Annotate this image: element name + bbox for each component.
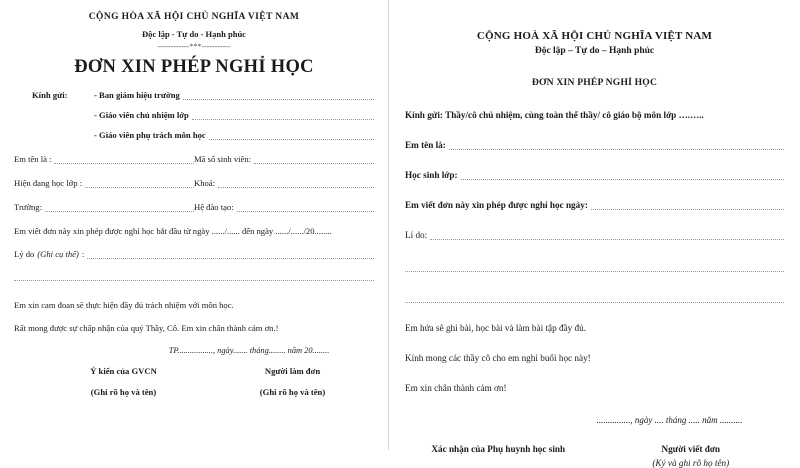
right-reason-extra-line-1[interactable] bbox=[405, 259, 784, 272]
left-place-date: TP................., ngày....... tháng........ năm 20........ bbox=[168, 346, 330, 356]
left-field-row-school bbox=[14, 202, 374, 212]
right-signature-block bbox=[405, 444, 784, 468]
left-recipient-2: - Giáo viên chủ nhiệm lớp bbox=[94, 110, 189, 120]
right-signature-applicant-note: (Ký và ghi rõ họ tên) bbox=[652, 458, 730, 468]
left-recipient-3: - Giáo viên phụ trách môn học bbox=[94, 130, 206, 140]
left-recipient-row-3 bbox=[94, 130, 374, 140]
left-field-class bbox=[14, 178, 194, 188]
left-field-school-label: Trường: bbox=[14, 202, 42, 212]
left-signature-applicant-title: Người làm đơn bbox=[264, 366, 321, 377]
left-field-program-label: Hệ đào tạo: bbox=[194, 202, 234, 212]
right-signature-applicant bbox=[598, 444, 785, 468]
left-field-course-leader[interactable] bbox=[218, 181, 374, 188]
left-recipient-2-leader[interactable] bbox=[192, 113, 374, 120]
right-field-name bbox=[405, 140, 784, 150]
left-recipient-1-leader[interactable] bbox=[183, 93, 374, 100]
left-signature-gvcn-note: (Ghi rõ họ và tên) bbox=[90, 387, 157, 398]
left-field-school-leader[interactable] bbox=[45, 205, 194, 212]
left-reason-extra-line[interactable] bbox=[14, 274, 374, 281]
left-field-class-label: Hiện đang học lớp : bbox=[14, 178, 83, 188]
left-field-course bbox=[194, 178, 374, 188]
left-national-header: CỘNG HÒA XÃ HỘI CHỦ NGHĨA VIỆT NAM bbox=[88, 12, 300, 22]
right-signature-parent bbox=[405, 444, 598, 468]
right-place-date: ..............., ngày .... tháng ..... năm .......... bbox=[596, 415, 743, 426]
left-recipient-3-leader[interactable] bbox=[209, 133, 374, 140]
left-hope-text: Rất mong được sự chấp nhận của quý Thầy, Cô. Em xin chân thành cảm ơn.! bbox=[14, 323, 279, 334]
left-signature-gvcn-title: Ý kiến của GVCN bbox=[90, 366, 157, 377]
left-recipient-1: - Ban giám hiệu trường bbox=[94, 90, 180, 100]
right-thanks-text: Em xin chân thành cảm ơn! bbox=[405, 383, 507, 394]
left-field-program bbox=[194, 202, 374, 212]
right-reason-extra-line-1-wrapper bbox=[405, 259, 784, 272]
left-field-name-leader[interactable] bbox=[54, 157, 194, 164]
right-form-title: ĐƠN XIN PHÉP NGHỈ HỌC bbox=[531, 77, 658, 88]
left-reason-colon: : bbox=[81, 249, 85, 259]
left-reason-row bbox=[14, 249, 374, 259]
left-field-program-leader[interactable] bbox=[237, 205, 374, 212]
right-reason-extra-line-2[interactable] bbox=[405, 291, 784, 304]
left-motto: Độc lập - Tự do - Hạnh phúc bbox=[142, 29, 246, 39]
right-field-reason bbox=[405, 230, 784, 240]
left-field-name-label: Em tên là : bbox=[14, 154, 52, 164]
left-signature-applicant-note: (Ghi rõ họ và tên) bbox=[259, 387, 326, 398]
left-field-name bbox=[14, 154, 194, 164]
left-request-line: Em viết đơn này xin phép được nghỉ học bắt đầu từ ngày ....../...... đến ngày ....../....../20........ bbox=[14, 226, 332, 236]
left-field-student-id-leader[interactable] bbox=[254, 157, 374, 164]
right-field-date-leader[interactable] bbox=[591, 202, 784, 210]
right-field-date-label: Em viết đơn này xin phép được nghỉ học ngày: bbox=[405, 200, 588, 210]
left-form-title: ĐƠN XIN PHÉP NGHỈ HỌC bbox=[74, 57, 314, 77]
left-field-school bbox=[14, 202, 194, 212]
left-signature-applicant bbox=[205, 366, 374, 397]
left-field-course-label: Khoá: bbox=[194, 178, 216, 188]
right-field-reason-leader[interactable] bbox=[430, 232, 784, 240]
right-field-date bbox=[405, 200, 784, 210]
right-field-class-label: Học sinh lớp: bbox=[405, 170, 458, 180]
left-field-student-id-label: Mã số sinh viên: bbox=[194, 154, 252, 164]
left-recipient-label: Kính gửi: bbox=[32, 90, 68, 100]
left-commitment-text: Em xin cam đoan sẽ thực hiện đầy đủ trách nhiệm với môn học. bbox=[14, 300, 234, 311]
left-form-body bbox=[14, 90, 374, 397]
right-field-name-leader[interactable] bbox=[449, 142, 784, 150]
left-reason-leader[interactable] bbox=[87, 252, 374, 259]
left-signature-gvcn bbox=[14, 366, 205, 397]
left-field-class-leader[interactable] bbox=[85, 181, 194, 188]
left-reason-hint: (Ghi cụ thể) bbox=[37, 249, 79, 259]
left-stars-rule: ------------***----------- bbox=[157, 42, 231, 51]
right-field-class bbox=[405, 170, 784, 180]
right-field-name-label: Em tên là: bbox=[405, 140, 446, 150]
left-field-row-name bbox=[14, 154, 374, 164]
left-recipient-row-2 bbox=[94, 110, 374, 120]
left-form-panel bbox=[0, 0, 388, 450]
right-signature-parent-title: Xác nhận của Phụ huynh học sinh bbox=[431, 444, 566, 455]
right-recipient-line: Kính gửi: Thầy/cô chủ nhiệm, cùng toàn thể thầy/ cô giáo bộ môn lớp ….….. bbox=[405, 110, 704, 120]
left-reason-extra-line-wrapper bbox=[14, 274, 374, 281]
left-signature-block bbox=[14, 366, 374, 397]
right-field-reason-label: Lí do: bbox=[405, 230, 428, 240]
right-signature-applicant-title: Người viết đơn bbox=[661, 444, 721, 455]
right-field-class-leader[interactable] bbox=[461, 172, 784, 180]
left-field-row-class bbox=[14, 178, 374, 188]
left-field-student-id bbox=[194, 154, 374, 164]
right-national-header: CỘNG HOÀ XÃ HỘI CHỦ NGHĨA VIỆT NAM bbox=[476, 30, 713, 42]
right-promise-text: Em hứa sẽ ghi bài, học bài và làm bài tập đầy đủ. bbox=[405, 323, 587, 334]
right-motto: Độc lập – Tự do – Hạnh phúc bbox=[534, 46, 655, 56]
right-reason-extra-line-2-wrapper bbox=[405, 291, 784, 304]
right-form-panel bbox=[389, 0, 800, 468]
right-request-text: Kính mong các thầy cô cho em nghỉ buổi học này! bbox=[405, 353, 591, 364]
left-recipient-row-1 bbox=[32, 90, 374, 100]
left-reason-label: Lý do bbox=[14, 249, 35, 259]
